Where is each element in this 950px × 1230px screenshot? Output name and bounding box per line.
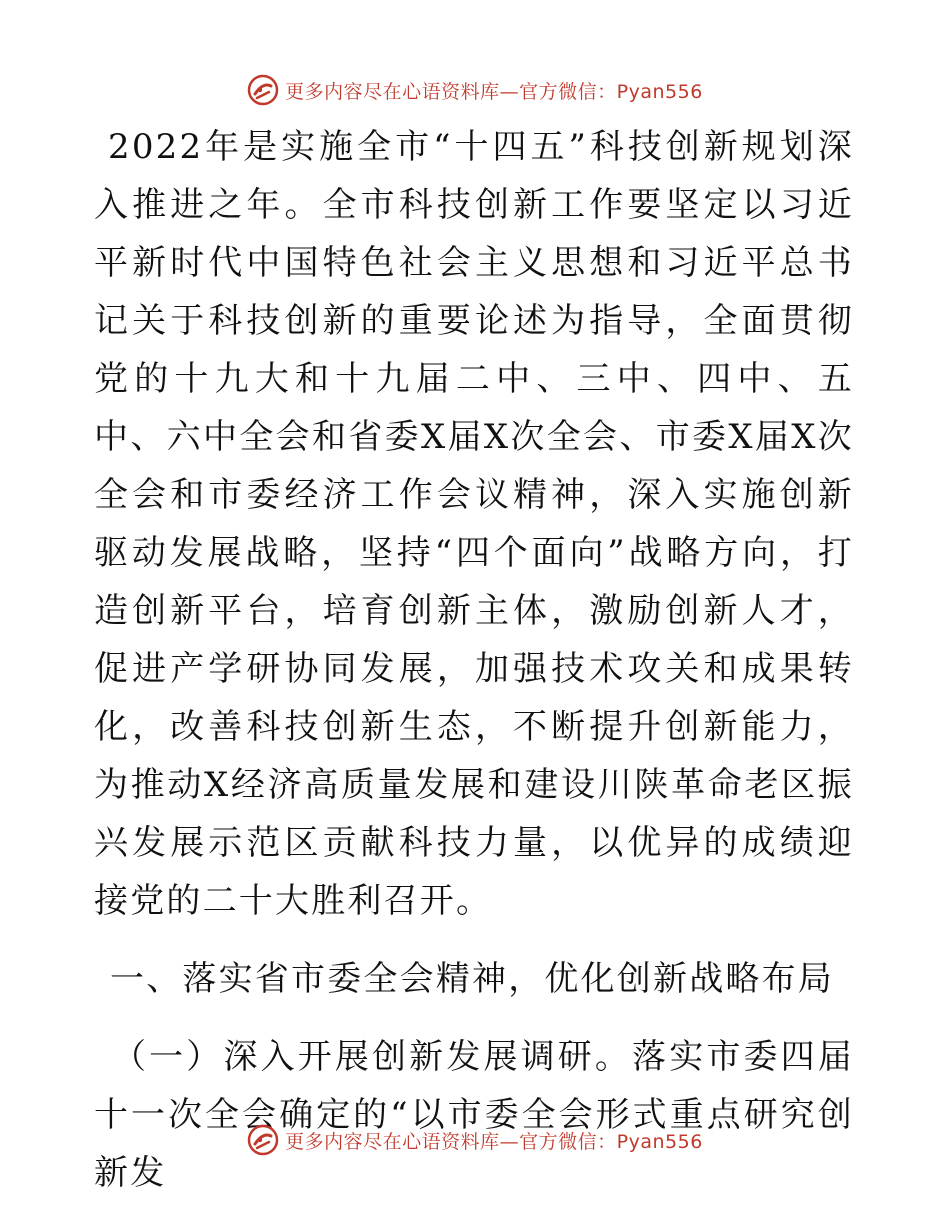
watermark-wechat-id: Pyan556 <box>616 80 703 103</box>
body-paragraph-1: 2022年是实施全市“十四五”科技创新规划深入推进之年。全市科技创新工作要坚定以习近平新时代中国特色社会主义思想和习近平总书记关于科技创新的重要论述为指导，全面贯彻党的十九大和十九届二中、三中、四中、五中、六中全会和省委X届X次全会、市委X届X次全会和市委经济工作会议精神，深入实施创新驱动发展战略，坚持“四个面向”战略方向，打造创新平台，培育创新主体，激励创新人才，促进产学研协同发展，加强技术攻关和成果转化，改善科技创新生态，不断提升创新能力，为推动X经济高质量发展和建设川陕革命老区振兴发展示范区贡献科技力量，以优异的成绩迎接党的二十大胜利召开。 <box>94 127 854 921</box>
watermark-wechat-id: Pyan556 <box>616 1130 703 1153</box>
watermark-footer <box>0 1120 950 1160</box>
document-body <box>94 118 854 1202</box>
watermark-header <box>0 70 950 110</box>
watermark-text: 更多内容尽在心语资料库—官方微信：Pyan556 <box>285 1130 703 1153</box>
body-paragraph-2: （一）深入开展创新发展调研。落实市委四届十一次全会确定的“以市委全会形式重点研究创新发 <box>94 1037 854 1193</box>
section-heading-1: 一、落实省市委全会精神，优化创新战略布局 <box>110 959 834 999</box>
book-logo-icon <box>247 74 279 106</box>
watermark-text: 更多内容尽在心语资料库—官方微信：Pyan556 <box>285 80 703 103</box>
book-logo-icon <box>247 1124 279 1156</box>
